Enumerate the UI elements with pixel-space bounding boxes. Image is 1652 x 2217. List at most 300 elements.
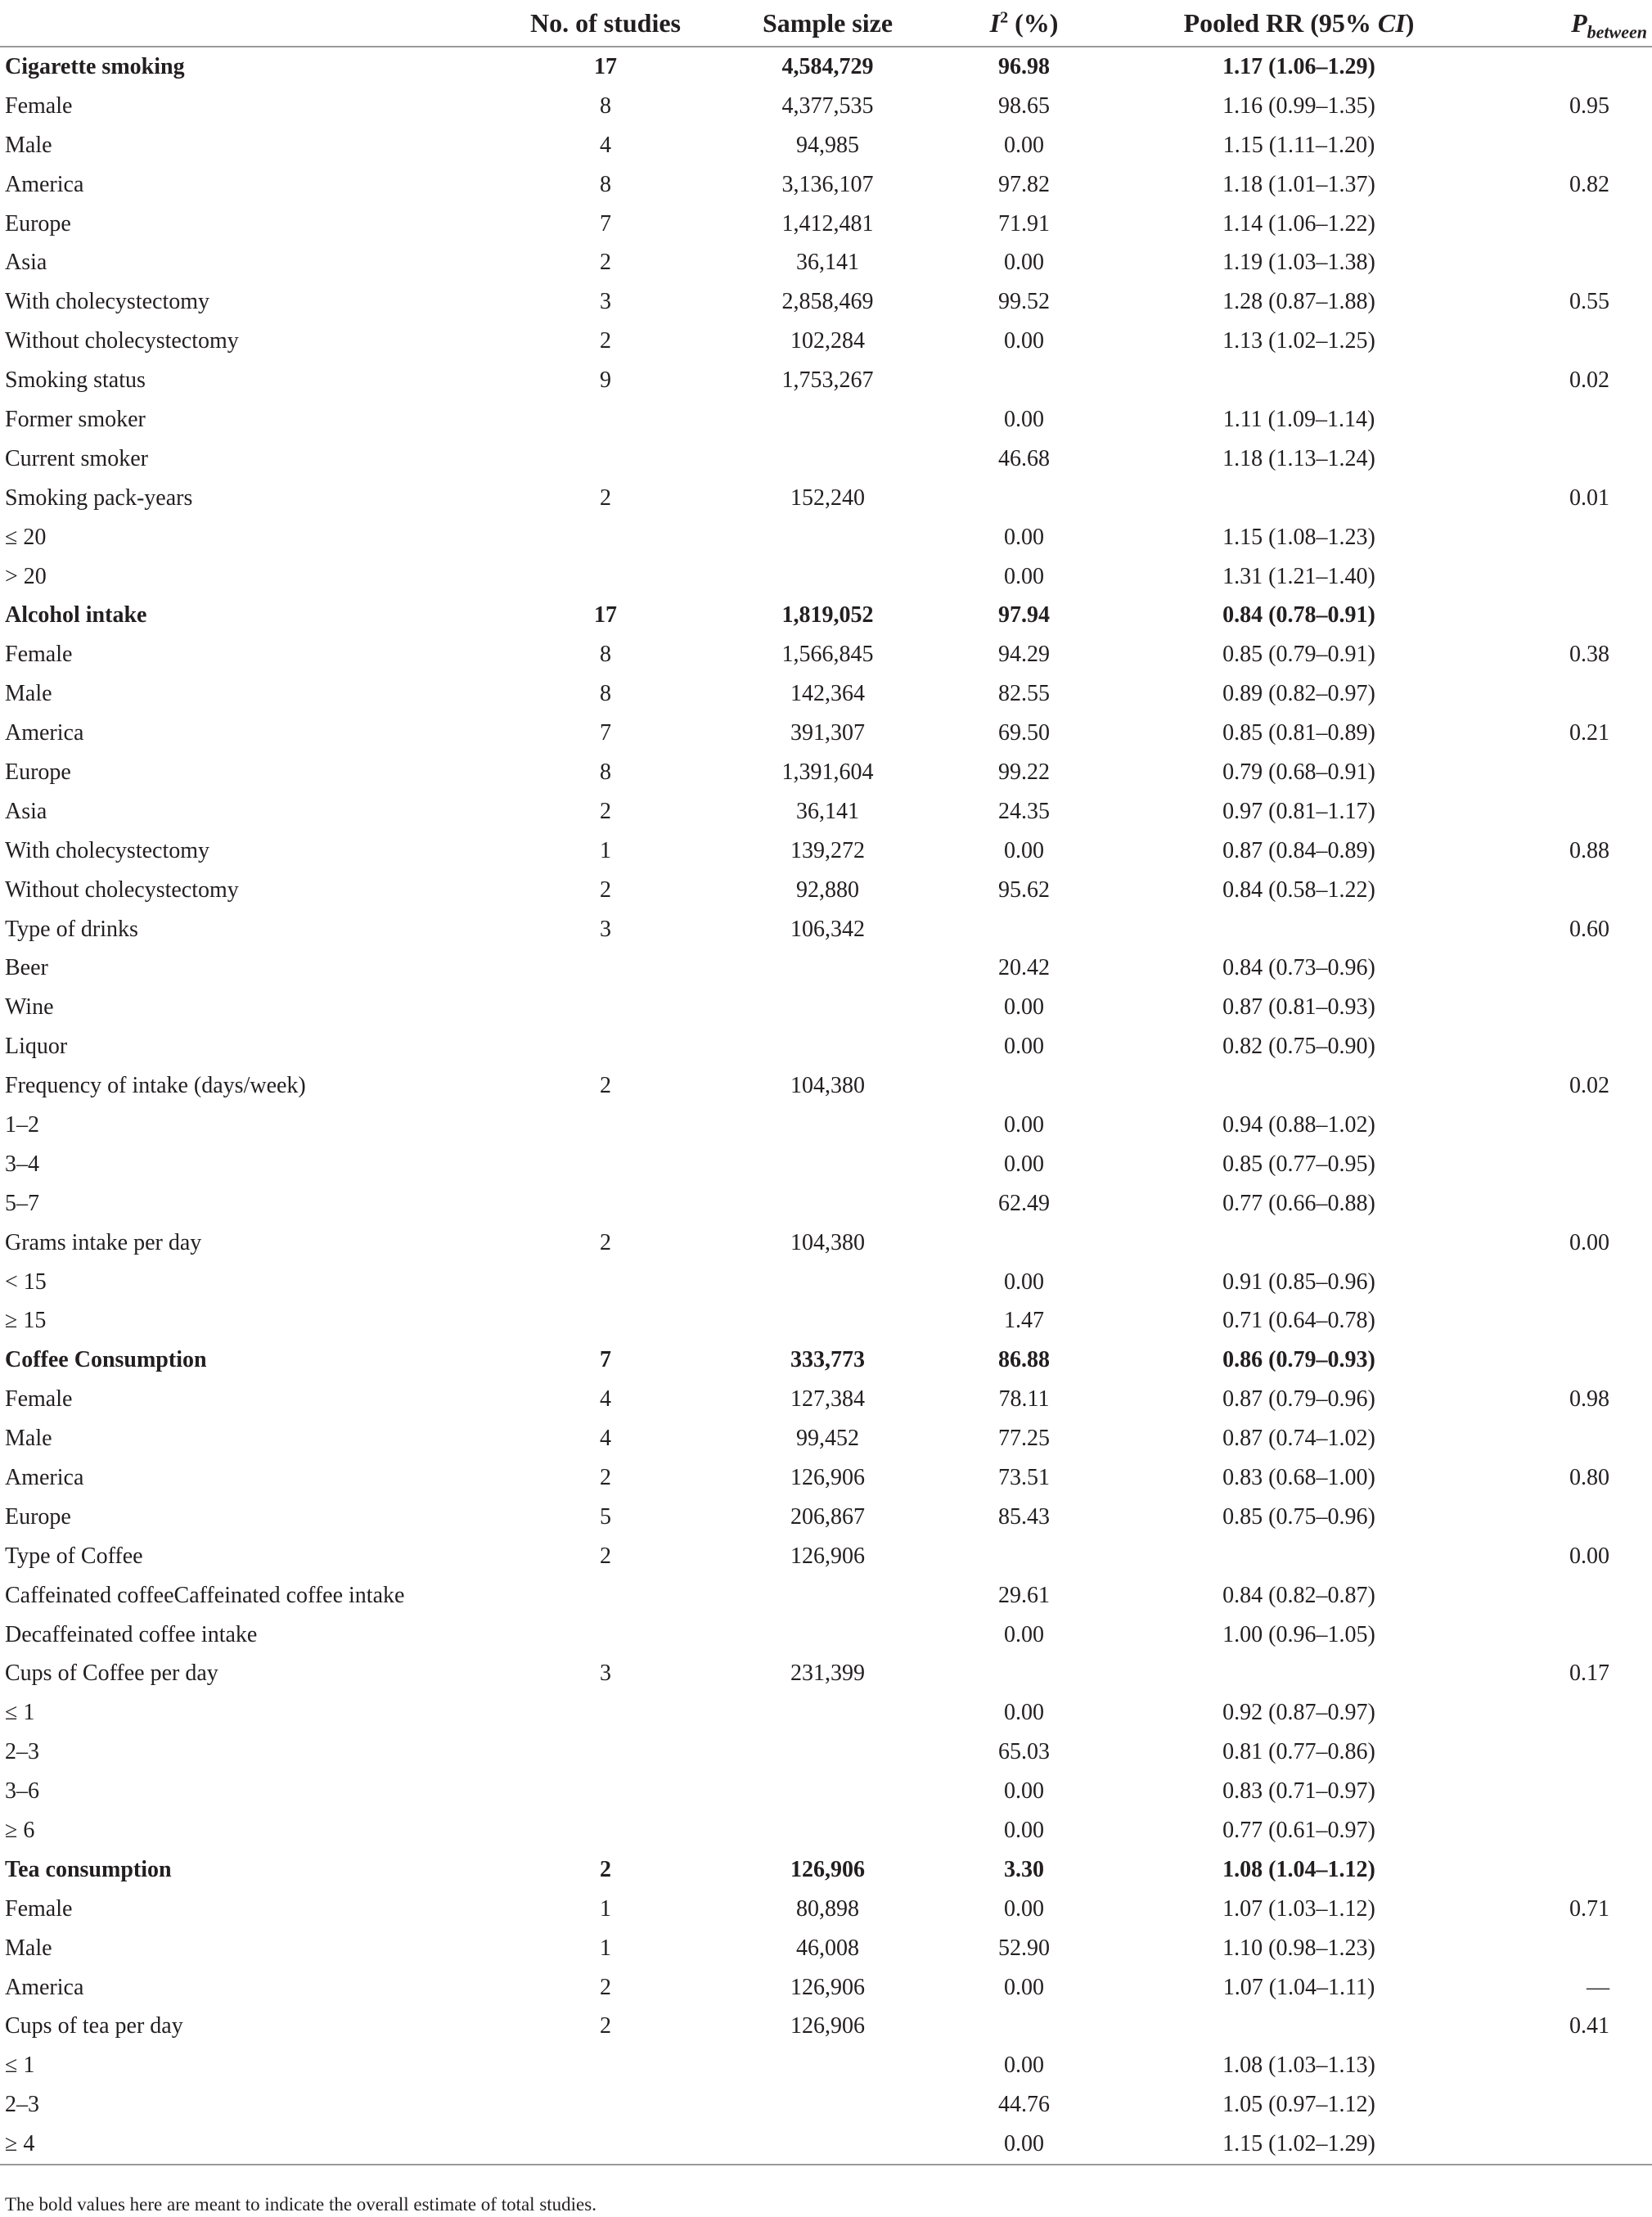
table-row	[0, 1184, 1652, 1223]
cell-label: Alcohol intake	[5, 602, 147, 629]
table-row	[0, 1302, 1652, 1341]
cell-i2: 44.76	[998, 2092, 1050, 2118]
header-rr-main: Pooled RR (95%	[1183, 7, 1378, 38]
cell-pooled-rr: 0.83 (0.68–1.00)	[1222, 1465, 1375, 1490]
cell-sample-size	[728, 1145, 927, 1184]
cell-i2	[927, 1537, 1121, 1576]
cell-label: Former smoker	[5, 406, 146, 432]
table-row	[0, 2007, 1652, 2047]
cell-i2	[927, 2007, 1121, 2047]
cell-p-between	[1477, 1498, 1652, 1537]
cell-p-between	[1477, 1733, 1652, 1772]
cell-sample-size: 126,906	[790, 1974, 865, 2000]
cell-p-between: 0.21	[1569, 720, 1609, 746]
cell-i2: 1.47	[1004, 1308, 1044, 1334]
table-row	[0, 1929, 1652, 1968]
cell-studies: 2	[600, 1465, 611, 1490]
cell-studies: 1	[600, 837, 611, 863]
cell-studies	[483, 1302, 728, 1341]
table-row	[0, 1458, 1652, 1498]
cell-sample-size: 1,412,481	[781, 210, 874, 237]
cell-sample-size	[728, 1733, 927, 1772]
cell-p-between	[1477, 2085, 1652, 2125]
cell-label: ≤ 1	[5, 2053, 35, 2079]
header-sample-size: Sample size	[728, 0, 927, 47]
cell-i2	[927, 1066, 1121, 1106]
cell-label: Coffee Consumption	[5, 1347, 207, 1373]
cell-studies: 4	[600, 1426, 611, 1452]
cell-i2: 0.00	[1004, 250, 1044, 276]
cell-pooled-rr: 1.15 (1.08–1.23)	[1222, 524, 1375, 550]
cell-pooled-rr: 0.85 (0.75–0.96)	[1222, 1503, 1375, 1530]
table-row	[0, 1145, 1652, 1184]
cell-studies	[483, 1576, 728, 1615]
cell-p-between	[1477, 205, 1652, 244]
cell-p-between	[1477, 1106, 1652, 1145]
cell-pooled-rr: 0.77 (0.66–0.88)	[1222, 1190, 1375, 1216]
cell-pooled-rr: 1.16 (0.99–1.35)	[1222, 92, 1375, 119]
cell-label: Female	[5, 92, 73, 119]
cell-sample-size	[728, 400, 927, 439]
cell-pooled-rr: 1.31 (1.21–1.40)	[1222, 563, 1375, 589]
cell-label: America	[5, 720, 84, 746]
cell-p-between	[1477, 47, 1652, 87]
cell-pooled-rr: 1.07 (1.04–1.11)	[1222, 1974, 1375, 2000]
cell-studies	[483, 400, 728, 439]
cell-pooled-rr: 1.28 (0.87–1.88)	[1222, 289, 1375, 315]
cell-label: 3–4	[5, 1151, 39, 1177]
cell-label: ≥ 4	[0, 2125, 483, 2165]
cell-studies	[483, 988, 728, 1027]
cell-sample-size: 99,452	[796, 1426, 859, 1452]
table-row	[0, 1027, 1652, 1066]
header-studies: No. of studies	[483, 0, 728, 47]
cell-studies: 4	[600, 132, 611, 158]
cell-studies: 7	[600, 720, 611, 746]
cell-studies: 7	[600, 1347, 611, 1373]
cell-label: Male	[5, 1426, 52, 1452]
cell-sample-size: 1,566,845	[781, 642, 874, 668]
cell-pooled-rr: 1.15 (1.11–1.20)	[1222, 132, 1375, 158]
table-row	[0, 165, 1652, 205]
cell-pooled-rr: 1.17 (1.06–1.29)	[1222, 53, 1375, 79]
cell-studies: 17	[594, 53, 617, 79]
cell-label: Without cholecystectomy	[5, 876, 239, 903]
cell-p-between: 0.02	[1569, 367, 1609, 394]
table-row	[0, 400, 1652, 439]
table-row	[0, 2125, 1652, 2165]
cell-pooled-rr	[1121, 910, 1477, 949]
cell-i2	[927, 479, 1121, 518]
table-row	[0, 243, 1652, 282]
cell-pooled-rr: 1.08 (1.03–1.13)	[1222, 2053, 1375, 2079]
cell-i2: 0.00	[1004, 1268, 1044, 1295]
table-row	[0, 1850, 1652, 1890]
cell-pooled-rr: 0.87 (0.81–0.93)	[1222, 994, 1375, 1021]
cell-i2: 78.11	[998, 1386, 1050, 1413]
cell-sample-size	[728, 439, 927, 479]
cell-p-between	[1477, 243, 1652, 282]
cell-label: Beer	[5, 955, 48, 981]
cell-pooled-rr: 0.82 (0.75–0.90)	[1222, 1034, 1375, 1060]
header-p-letter: P	[1571, 7, 1587, 38]
cell-studies	[483, 439, 728, 479]
cell-p-between	[1477, 557, 1652, 597]
cell-pooled-rr: 0.89 (0.82–0.97)	[1222, 681, 1375, 707]
cell-label: Cups of Coffee per day	[5, 1660, 218, 1687]
cell-sample-size: 126,906	[790, 1856, 865, 1882]
cell-p-between	[1477, 596, 1652, 635]
table-row	[0, 479, 1652, 518]
cell-pooled-rr	[1121, 361, 1477, 400]
cell-sample-size: 231,399	[790, 1660, 865, 1687]
cell-pooled-rr: 1.11 (1.09–1.14)	[1222, 406, 1375, 432]
cell-p-between	[1477, 1850, 1652, 1890]
cell-pooled-rr: 0.87 (0.84–0.89)	[1222, 837, 1375, 863]
cell-i2: 0.00	[1004, 1818, 1044, 1844]
cell-studies	[483, 518, 728, 557]
table-row	[0, 47, 1652, 87]
header-rr-close: )	[1405, 7, 1415, 38]
cell-p-between: 0.41	[1569, 2013, 1609, 2039]
table-row	[0, 1811, 1652, 1850]
cell-p-between	[1477, 1772, 1652, 1811]
cell-p-between: 0.38	[1569, 642, 1609, 668]
table-header	[0, 0, 1652, 47]
cell-studies	[483, 1106, 728, 1145]
cell-studies: 8	[600, 759, 611, 785]
cell-i2: 52.90	[998, 1935, 1050, 1961]
cell-sample-size	[728, 1027, 927, 1066]
cell-pooled-rr: 1.10 (0.98–1.23)	[1222, 1935, 1375, 1961]
cell-studies	[483, 1693, 728, 1733]
cell-label: < 15	[5, 1268, 47, 1295]
cell-p-between: 0.95	[1569, 92, 1609, 119]
cell-i2: 99.52	[998, 289, 1050, 315]
cell-label: Smoking pack-years	[5, 484, 193, 511]
table-row	[0, 1419, 1652, 1458]
table-row	[0, 322, 1652, 361]
cell-sample-size: 106,342	[790, 916, 865, 942]
cell-studies: 8	[600, 92, 611, 119]
cell-label: With cholecystectomy	[5, 289, 210, 315]
cell-p-between	[1477, 1145, 1652, 1184]
table-row	[0, 1772, 1652, 1811]
cell-pooled-rr	[1121, 479, 1477, 518]
cell-label: Frequency of intake (days/week)	[5, 1073, 306, 1099]
cell-sample-size: 104,380	[790, 1073, 865, 1099]
cell-p-between	[1477, 439, 1652, 479]
cell-p-between	[1477, 126, 1652, 165]
cell-label: ≥ 15	[5, 1308, 47, 1334]
cell-i2: 82.55	[998, 681, 1050, 707]
cell-label: Current smoker	[5, 445, 148, 471]
cell-sample-size: 206,867	[790, 1503, 865, 1530]
cell-label: With cholecystectomy	[5, 837, 210, 863]
cell-studies: 2	[600, 2013, 611, 2039]
cell-p-between: 0.17	[1569, 1660, 1609, 1687]
cell-studies: 8	[600, 642, 611, 668]
cell-sample-size	[728, 557, 927, 597]
header-pooled-rr	[1121, 0, 1477, 47]
cell-pooled-rr: 1.05 (0.97–1.12)	[1222, 2092, 1375, 2118]
cell-i2: 96.98	[998, 53, 1050, 79]
cell-p-between: 0.01	[1569, 484, 1609, 511]
cell-label: Asia	[5, 250, 47, 276]
cell-pooled-rr: 0.71 (0.64–0.78)	[1222, 1308, 1375, 1334]
cell-label: ≤ 20	[5, 524, 47, 550]
cell-sample-size: 36,141	[796, 250, 859, 276]
cell-pooled-rr: 0.94 (0.88–1.02)	[1222, 1111, 1375, 1138]
cell-p-between	[1477, 1419, 1652, 1458]
cell-p-between: 0.00	[1569, 1229, 1609, 1255]
cell-label: Asia	[5, 798, 47, 824]
cell-p-between	[1477, 2125, 1652, 2165]
cell-i2: 69.50	[998, 720, 1050, 746]
cell-label: 3–6	[5, 1778, 39, 1805]
table-row	[0, 439, 1652, 479]
table-row	[0, 988, 1652, 1027]
cell-sample-size	[728, 2085, 927, 2125]
cell-label: Cigarette smoking	[5, 53, 185, 79]
cell-i2: 0.00	[1004, 837, 1044, 863]
cell-sample-size	[728, 1263, 927, 1302]
cell-i2: 98.65	[998, 92, 1050, 119]
cell-pooled-rr: 0.84 (0.78–0.91)	[1222, 602, 1375, 629]
cell-label: ≤ 1	[5, 1700, 35, 1726]
cell-i2: 0.00	[1004, 406, 1044, 432]
cell-pooled-rr: 0.79 (0.68–0.91)	[1222, 759, 1375, 785]
cell-p-between	[1477, 1576, 1652, 1615]
cell-label: > 20	[5, 563, 47, 589]
cell-i2: 0.00	[1004, 563, 1044, 589]
cell-i2: 20.42	[998, 955, 1050, 981]
cell-i2: 0.00	[1004, 1778, 1044, 1805]
cell-label: America	[5, 171, 84, 197]
cell-studies	[483, 1027, 728, 1066]
table-row	[0, 1380, 1652, 1419]
table-row	[0, 518, 1652, 557]
cell-pooled-rr: 0.81 (0.77–0.86)	[1222, 1739, 1375, 1765]
cell-pooled-rr: 0.84 (0.82–0.87)	[1222, 1582, 1375, 1608]
table-row	[0, 1655, 1652, 1694]
table-row	[0, 2085, 1652, 2125]
cell-p-between	[1477, 674, 1652, 714]
header-label	[0, 0, 483, 47]
cell-label: Male	[5, 132, 52, 158]
cell-i2: 29.61	[998, 1582, 1050, 1608]
cell-studies	[483, 1615, 728, 1655]
table-row	[0, 753, 1652, 792]
table-row	[0, 1537, 1652, 1576]
cell-sample-size	[728, 1693, 927, 1733]
cell-label: 2–3	[5, 1739, 39, 1765]
cell-p-between	[1477, 1341, 1652, 1380]
cell-label: ≥ 6	[5, 1818, 35, 1844]
header-i2-sup: 2	[1000, 7, 1009, 26]
cell-studies: 2	[600, 1856, 611, 1882]
table-row	[0, 910, 1652, 949]
cell-pooled-rr: 1.18 (1.01–1.37)	[1222, 171, 1375, 197]
cell-studies: 1	[600, 1935, 611, 1961]
cell-pooled-rr: 0.83 (0.71–0.97)	[1222, 1778, 1375, 1805]
cell-p-between	[1477, 1263, 1652, 1302]
cell-p-between	[1477, 1302, 1652, 1341]
cell-sample-size	[728, 1615, 927, 1655]
cell-sample-size	[728, 1302, 927, 1341]
cell-label: Smoking status	[5, 367, 146, 394]
cell-p-between: —	[1587, 1974, 1609, 2000]
cell-i2: 0.00	[1004, 524, 1044, 550]
table-row	[0, 282, 1652, 322]
cell-label: Male	[5, 681, 52, 707]
cell-studies	[483, 2125, 728, 2165]
cell-label: Europe	[5, 759, 71, 785]
cell-sample-size	[728, 1184, 927, 1223]
cell-pooled-rr: 0.97 (0.81–1.17)	[1222, 798, 1375, 824]
header-p-between	[1477, 0, 1652, 47]
cell-p-between: 0.88	[1569, 837, 1609, 863]
cell-sample-size: 1,753,267	[781, 367, 874, 394]
cell-sample-size	[728, 1811, 927, 1850]
cell-label: Tea consumption	[5, 1856, 172, 1882]
cell-p-between: 0.55	[1569, 289, 1609, 315]
cell-pooled-rr: 0.87 (0.74–1.02)	[1222, 1426, 1375, 1452]
cell-i2: 85.43	[998, 1503, 1050, 1530]
cell-pooled-rr: 0.92 (0.87–0.97)	[1222, 1700, 1375, 1726]
cell-p-between	[1477, 949, 1652, 988]
cell-sample-size: 36,141	[796, 798, 859, 824]
cell-p-between: 0.02	[1569, 1073, 1609, 1099]
table-row	[0, 1733, 1652, 1772]
cell-p-between	[1477, 988, 1652, 1027]
cell-label: America	[5, 1465, 84, 1490]
cell-pooled-rr	[1121, 1655, 1477, 1694]
table-row	[0, 557, 1652, 597]
cell-label: America	[5, 1974, 84, 2000]
cell-i2: 0.00	[1004, 1111, 1044, 1138]
cell-i2	[927, 1655, 1121, 1694]
cell-pooled-rr: 1.07 (1.03–1.12)	[1222, 1895, 1375, 1922]
table-row	[0, 1968, 1652, 2007]
cell-p-between	[1477, 1027, 1652, 1066]
cell-studies: 2	[600, 484, 611, 511]
cell-p-between	[1477, 2046, 1652, 2085]
header-row	[0, 0, 1652, 47]
cell-i2: 0.00	[1004, 1621, 1044, 1647]
table-row	[0, 2046, 1652, 2085]
cell-p-between	[1477, 1929, 1652, 1968]
cell-i2: 0.00	[1004, 1034, 1044, 1060]
cell-p-between: 0.80	[1569, 1465, 1609, 1490]
cell-i2: 86.88	[998, 1347, 1050, 1373]
table-row	[0, 1106, 1652, 1145]
cell-i2: 0.00	[1004, 1974, 1044, 2000]
cell-i2: 0.00	[1004, 132, 1044, 158]
cell-i2: 0.00	[1004, 328, 1044, 354]
cell-i2: 24.35	[998, 798, 1050, 824]
cell-studies: 3	[600, 289, 611, 315]
table-row	[0, 949, 1652, 988]
cell-i2: 0.00	[1004, 1895, 1044, 1922]
cell-pooled-rr: 0.84 (0.58–1.22)	[1222, 876, 1375, 903]
cell-label: Female	[5, 1895, 73, 1922]
table-row	[0, 1066, 1652, 1106]
cell-i2: 3.30	[1004, 1856, 1044, 1882]
cell-studies: 5	[600, 1503, 611, 1530]
cell-sample-size	[728, 1576, 927, 1615]
cell-label: Type of drinks	[5, 916, 138, 942]
table-row	[0, 1223, 1652, 1263]
table-footnote: The bold values here are meant to indicate the overall estimate of total studies.	[5, 2194, 596, 2215]
header-i2-letter: I	[989, 7, 1001, 38]
table-row	[0, 1341, 1652, 1380]
cell-pooled-rr	[1121, 1537, 1477, 1576]
cell-pooled-rr	[1121, 1223, 1477, 1263]
cell-pooled-rr: 1.14 (1.06–1.22)	[1222, 210, 1375, 237]
cell-pooled-rr: 0.85 (0.79–0.91)	[1222, 642, 1375, 668]
cell-studies: 2	[600, 876, 611, 903]
cell-label: Without cholecystectomy	[5, 328, 239, 354]
cell-pooled-rr: 1.13 (1.02–1.25)	[1222, 328, 1375, 354]
cell-sample-size: 139,272	[790, 837, 865, 863]
cell-p-between	[1477, 322, 1652, 361]
cell-p-between: 0.82	[1569, 171, 1609, 197]
cell-sample-size	[728, 1772, 927, 1811]
cell-sample-size: 126,906	[790, 1465, 865, 1490]
cell-sample-size: 127,384	[790, 1386, 865, 1413]
cell-sample-size: 92,880	[796, 876, 859, 903]
cell-i2: 0.00	[1004, 1151, 1044, 1177]
cell-i2: 62.49	[998, 1190, 1050, 1216]
cell-studies	[483, 1184, 728, 1223]
cell-sample-size: 1,819,052	[781, 602, 874, 629]
cell-sample-size: 94,985	[796, 132, 859, 158]
cell-p-between	[1477, 792, 1652, 831]
cell-sample-size: 80,898	[796, 1895, 859, 1922]
cell-label: Male	[5, 1935, 52, 1961]
cell-pooled-rr: 1.00 (0.96–1.05)	[1222, 1621, 1375, 1647]
cell-studies: 1	[600, 1895, 611, 1922]
cell-sample-size: 46,008	[796, 1935, 859, 1961]
cell-sample-size: 391,307	[790, 720, 865, 746]
cell-sample-size: 3,136,107	[781, 171, 874, 197]
cell-sample-size: 2,858,469	[781, 289, 874, 315]
cell-i2: 77.25	[998, 1426, 1050, 1452]
cell-sample-size	[728, 1106, 927, 1145]
cell-i2: 71.91	[998, 210, 1050, 237]
cell-label: 1–2	[5, 1111, 39, 1138]
cell-sample-size: 4,584,729	[781, 53, 874, 79]
header-i2-unit: (%)	[1008, 7, 1059, 38]
cell-sample-size	[728, 518, 927, 557]
cell-p-between	[1477, 1811, 1652, 1850]
cell-sample-size	[728, 2125, 927, 2165]
cell-studies: 9	[600, 367, 611, 394]
cell-pooled-rr	[1121, 1066, 1477, 1106]
cell-sample-size: 1,391,604	[781, 759, 874, 785]
cell-p-between	[1477, 1693, 1652, 1733]
cell-studies: 4	[600, 1386, 611, 1413]
cell-pooled-rr	[1121, 2007, 1477, 2047]
cell-sample-size: 152,240	[790, 484, 865, 511]
cell-i2: 0.00	[1004, 2053, 1044, 2079]
cell-pooled-rr: 0.77 (0.61–0.97)	[1222, 1818, 1375, 1844]
header-p-sub: between	[1587, 20, 1647, 42]
cell-sample-size: 126,906	[790, 2013, 865, 2039]
cell-label: Type of Coffee	[5, 1543, 143, 1569]
table-row	[0, 1615, 1652, 1655]
